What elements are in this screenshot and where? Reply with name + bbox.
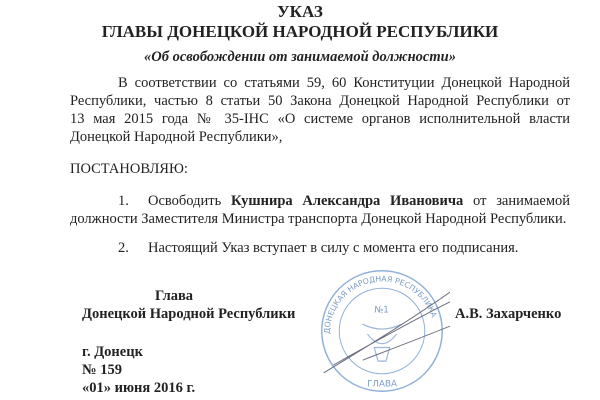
- decree-topic: «Об освобождении от занимаемой должности»: [144, 49, 456, 65]
- eagle-emblem-icon: [363, 324, 402, 361]
- signatory-position: Донецкой Народной Республики: [82, 306, 296, 322]
- official-stamp: [314, 266, 450, 396]
- signatory-name: А.В. Захарченко: [455, 306, 562, 322]
- document-title: УКАЗ: [277, 2, 323, 21]
- item-number: 2.: [118, 240, 129, 256]
- document-subtitle: ГЛАВЫ ДОНЕЦКОЙ НАРОДНОЙ РЕСПУБЛИКИ: [101, 22, 499, 41]
- item-text-line2: должности Заместителя Министра транспорта Донецкой Народной Республики.: [70, 211, 567, 227]
- item-text: [148, 192, 570, 210]
- preamble-line: Республики, частью 8 статьи 50 Закона Донецкой Народной Республики от: [70, 93, 570, 109]
- preamble-line: В соответствии со статьями 59, 60 Конституции Донецкой Народной: [118, 75, 570, 91]
- person-name: Кушнира Александра Ивановича: [230, 193, 464, 209]
- stamp-number: №1: [374, 305, 389, 316]
- preamble-line: Донецкой Народной Республики»,: [70, 129, 283, 145]
- signatory-position: Глава: [155, 288, 194, 304]
- item-text-post: от занимаемой: [463, 193, 571, 209]
- decree-word: ПОСТАНОВЛЯЮ:: [70, 161, 188, 177]
- item-text-pre: Освободить: [148, 193, 231, 209]
- stamp-ring-text: ДОНЕЦКАЯ НАРОДНАЯ РЕСПУБЛИКА: [322, 274, 439, 335]
- preamble-line: 13 мая 2015 года № 35-IНС «О системе органов исполнительной власти: [70, 111, 570, 127]
- item-number: 1.: [118, 193, 129, 209]
- decree-date: «01» июня 2016 г.: [82, 380, 196, 396]
- city: г. Донецк: [82, 344, 143, 360]
- item-text: Настоящий Указ вступает в силу с момента его подписания.: [148, 240, 519, 256]
- stamp-bottom-text: ГЛАВА: [367, 379, 397, 390]
- decree-number: № 159: [82, 362, 122, 378]
